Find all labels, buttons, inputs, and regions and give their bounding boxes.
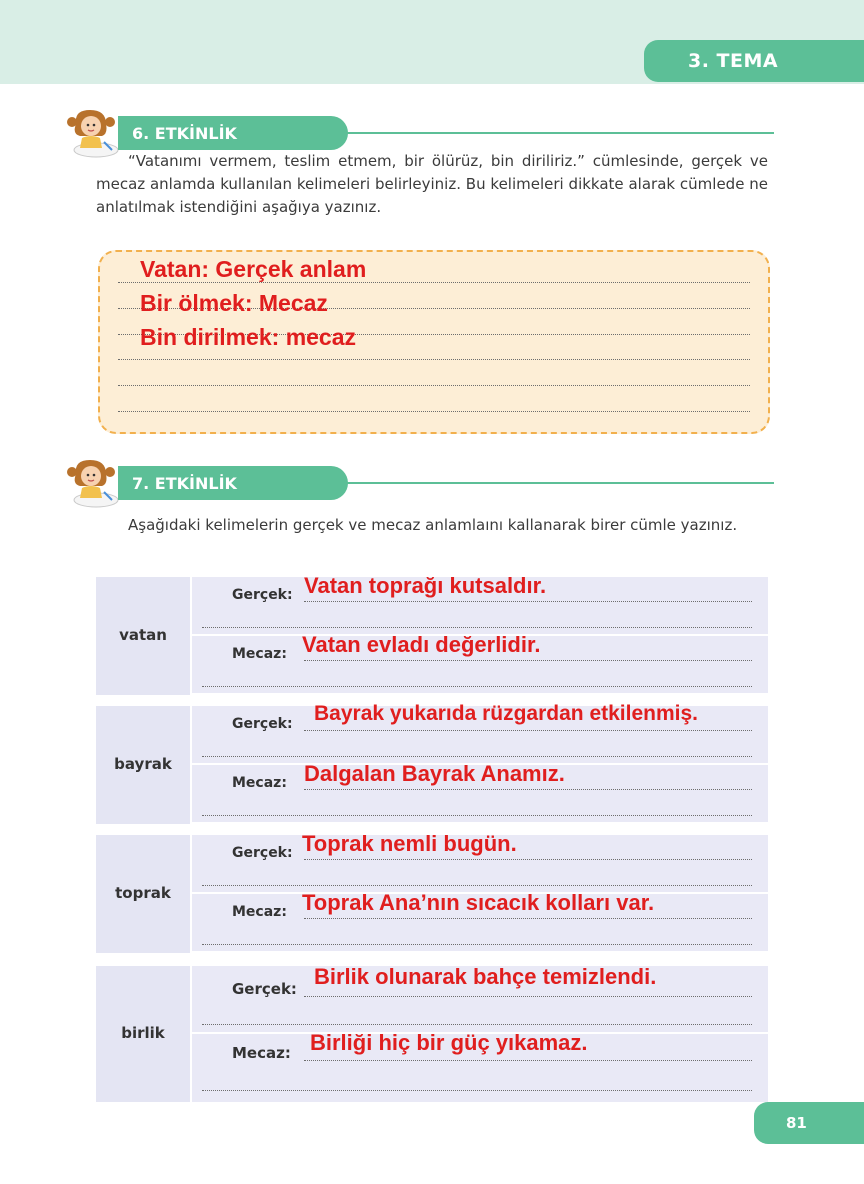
figurative-sentence: Vatan evladı değerlidir. bbox=[302, 632, 541, 657]
real-label: Gerçek: bbox=[232, 845, 293, 861]
activity-7-title: 7. ETKİNLİK bbox=[132, 474, 237, 493]
activity-7-instruction bbox=[96, 514, 768, 537]
activity-6-divider bbox=[346, 132, 774, 134]
writing-line bbox=[202, 756, 752, 757]
real-sentence: Vatan toprağı kutsaldır. bbox=[304, 573, 547, 598]
real-label: Gerçek: bbox=[232, 980, 297, 998]
activity-6-title-pill bbox=[118, 116, 348, 150]
word-row-vatan bbox=[96, 573, 768, 695]
writing-line bbox=[202, 944, 752, 945]
writing-line bbox=[304, 601, 752, 602]
theme-tab bbox=[644, 40, 864, 82]
real-meaning-row bbox=[192, 573, 768, 634]
word-cell bbox=[96, 966, 192, 1102]
writing-line bbox=[202, 686, 752, 687]
writing-line bbox=[118, 385, 750, 386]
writing-line bbox=[304, 660, 752, 661]
figurative-label: Mecaz: bbox=[232, 1044, 291, 1062]
writing-line bbox=[304, 1060, 752, 1061]
word-label: toprak bbox=[115, 884, 171, 902]
writing-line bbox=[304, 996, 752, 997]
writing-line bbox=[202, 627, 752, 628]
answer-line-3: Bin dirilmek: mecaz bbox=[140, 324, 357, 350]
activity-6-instruction-text: “Vatanımı vermem, teslim etmem, bir ölürüz, bin diriliriz.” cümlesinde, gerçek ve mecaz anlamda kullanılan kelimeleri belirleyiniz. Bu kelimeleri dikkate alarak cümlede ne anlatılmak istendiğini aşağıya yazınız. bbox=[96, 152, 768, 216]
figurative-sentence: Toprak Ana’nın sıcacık kolları var. bbox=[302, 890, 655, 915]
word-row-toprak bbox=[96, 831, 768, 953]
word-label: bayrak bbox=[114, 755, 172, 773]
writing-line bbox=[202, 1024, 752, 1025]
figurative-label: Mecaz: bbox=[232, 646, 287, 662]
writing-line bbox=[118, 359, 750, 360]
writing-line bbox=[304, 859, 752, 860]
writing-line bbox=[304, 918, 752, 919]
activity-7-divider bbox=[346, 482, 774, 484]
figurative-label: Mecaz: bbox=[232, 775, 287, 791]
real-sentence: Birlik olunarak bahçe temizlendi. bbox=[314, 964, 657, 989]
real-meaning-row bbox=[192, 702, 768, 763]
answer-line-1: Vatan: Gerçek anlam bbox=[140, 256, 367, 282]
theme-label: 3. TEMA bbox=[688, 50, 779, 72]
writing-line bbox=[202, 1090, 752, 1091]
real-meaning-row bbox=[192, 831, 768, 892]
word-row-bayrak bbox=[96, 702, 768, 824]
figurative-label: Mecaz: bbox=[232, 904, 287, 920]
figurative-meaning-row bbox=[192, 761, 768, 822]
activity-7-title-pill bbox=[118, 466, 348, 500]
writing-line bbox=[118, 411, 750, 412]
word-row-birlik bbox=[96, 966, 768, 1102]
word-label: vatan bbox=[119, 626, 167, 644]
word-label: birlik bbox=[121, 1024, 165, 1042]
figurative-meaning-row bbox=[192, 890, 768, 951]
word-cell bbox=[96, 577, 192, 695]
real-sentence: Bayrak yukarıda rüzgardan etkilenmiş. bbox=[314, 702, 698, 725]
girl-writing-icon bbox=[62, 454, 122, 510]
real-label: Gerçek: bbox=[232, 716, 293, 732]
word-cell bbox=[96, 835, 192, 953]
activity-6-title: 6. ETKİNLİK bbox=[132, 124, 237, 143]
activity-7-header bbox=[62, 462, 774, 506]
word-cell bbox=[96, 706, 192, 824]
activity-6-instruction bbox=[96, 150, 768, 219]
writing-line bbox=[202, 885, 752, 886]
real-label: Gerçek: bbox=[232, 587, 293, 603]
writing-line bbox=[202, 815, 752, 816]
real-meaning-row bbox=[192, 966, 768, 1032]
figurative-sentence: Dalgalan Bayrak Anamız. bbox=[304, 761, 565, 786]
writing-line bbox=[304, 789, 752, 790]
figurative-meaning-row bbox=[192, 1030, 768, 1102]
figurative-meaning-row bbox=[192, 632, 768, 693]
real-sentence: Toprak nemli bugün. bbox=[302, 831, 517, 856]
writing-line bbox=[304, 730, 752, 731]
answer-line-2: Bir ölmek: Mecaz bbox=[140, 290, 328, 316]
page-number-tab bbox=[754, 1102, 864, 1144]
page-number: 81 bbox=[786, 1114, 807, 1132]
figurative-sentence: Birliği hiç bir güç yıkamaz. bbox=[310, 1030, 588, 1055]
activity-7-instruction-text: Aşağıdaki kelimelerin gerçek ve mecaz anlamlaını kallanarak birer cümle yazınız. bbox=[128, 516, 738, 534]
activity-6-answer-box bbox=[98, 250, 770, 434]
